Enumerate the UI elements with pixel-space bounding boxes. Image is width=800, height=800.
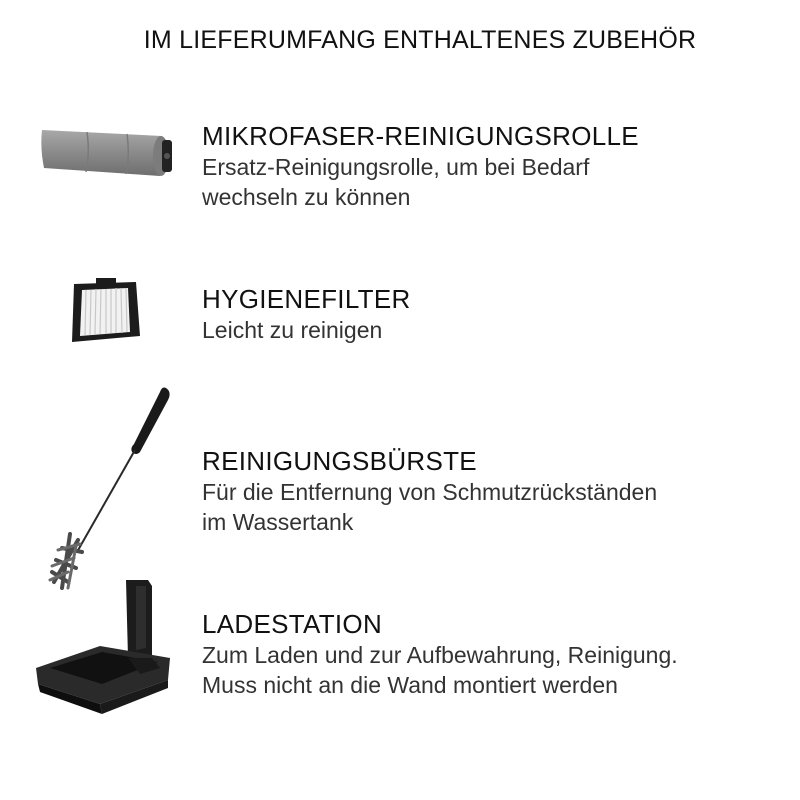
accessory-item-filter xyxy=(0,278,800,358)
filter-icon xyxy=(66,278,146,348)
item-title: REINIGUNGSBÜRSTE xyxy=(202,446,477,476)
item-title: HYGIENEFILTER xyxy=(202,284,411,314)
item-description: Für die Entfernung von Schmutzrückständen im Wassertank xyxy=(202,479,658,535)
page-title: IM LIEFERUMFANG ENTHALTENES ZUBEHÖR xyxy=(143,26,697,54)
item-title: MIKROFASER-REINIGUNGSROLLE xyxy=(202,121,639,151)
item-description: Leicht zu reinigen xyxy=(202,317,383,343)
accessory-item-brush xyxy=(0,382,800,592)
cleaning-brush-icon xyxy=(42,382,182,592)
accessory-item-station xyxy=(0,576,800,726)
charging-station-icon xyxy=(30,576,180,726)
microfiber-roller-icon xyxy=(32,118,182,188)
accessory-item-roller xyxy=(0,118,800,218)
item-title: LADESTATION xyxy=(202,609,383,639)
item-description: Zum Laden und zur Aufbewahrung, Reinigung. Muss nicht an die Wand montiert werden xyxy=(202,642,678,698)
item-description: Ersatz-Reinigungsrolle, um bei Bedarf wechseln zu können xyxy=(202,154,590,210)
